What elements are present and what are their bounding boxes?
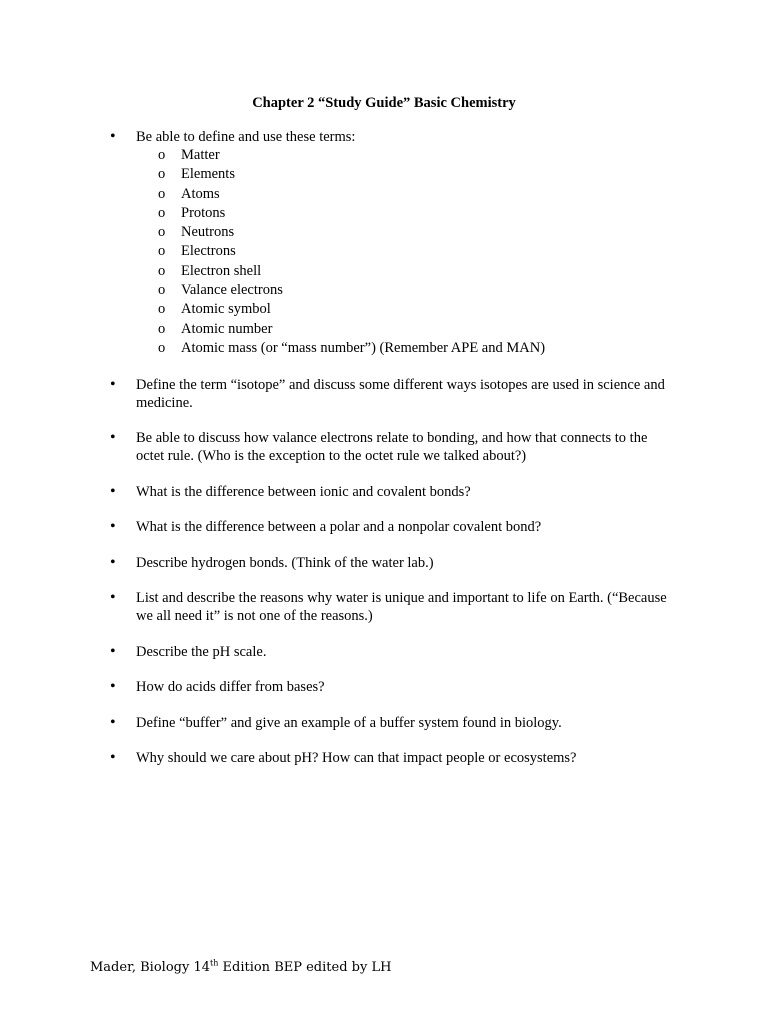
term-item: o Neutrons	[136, 223, 676, 242]
footer-suffix: Edition BEP edited by LH	[218, 960, 392, 975]
list-item: • What is the difference between ionic and covalent bonds?	[0, 483, 768, 501]
list-item: • Describe the pH scale.	[0, 643, 768, 661]
term-item: o Atoms	[136, 185, 676, 204]
list-item: • Describe hydrogen bonds. (Think of the water lab.)	[0, 554, 768, 572]
term-item: o Electrons	[136, 242, 676, 261]
page-footer	[90, 959, 391, 977]
list-item: • What is the difference between a polar and a nonpolar covalent bond?	[0, 518, 768, 536]
study-guide-list	[0, 128, 768, 785]
term-item: o Valance electrons	[136, 281, 676, 300]
list-item: • Be able to discuss how valance electrons relate to bonding, and how that connects to the octet rule. (Who is the exception to the octet rule we talked about?)	[0, 429, 768, 465]
term-item: o Matter	[136, 146, 676, 165]
list-item: • Why should we care about pH? How can that impact people or ecosystems?	[0, 749, 768, 767]
list-item: • How do acids differ from bases?	[0, 678, 768, 696]
document-title: Chapter 2 “Study Guide” Basic Chemistry	[252, 95, 516, 111]
footer-superscript: th	[210, 958, 219, 968]
term-item: o Electron shell	[136, 262, 676, 281]
term-item: o Elements	[136, 165, 676, 184]
terms-list	[136, 146, 676, 358]
list-item	[0, 128, 768, 358]
term-item: o Atomic number	[136, 320, 676, 339]
footer-prefix: Mader, Biology 14	[90, 960, 210, 975]
list-item: • Define the term “isotope” and discuss some different ways isotopes are used in science and medicine.	[0, 376, 768, 412]
list-item: • List and describe the reasons why water is unique and important to life on Earth. (“Because we all need it” is not one of the reasons.)	[0, 589, 768, 625]
list-item: • Define “buffer” and give an example of a buffer system found in biology.	[0, 714, 768, 732]
term-item: o Atomic mass (or “mass number”) (Remember APE and MAN)	[136, 339, 676, 358]
list-item-text: Be able to define and use these terms:	[136, 129, 356, 145]
term-item: o Atomic symbol	[136, 300, 676, 319]
term-item: o Protons	[136, 204, 676, 223]
